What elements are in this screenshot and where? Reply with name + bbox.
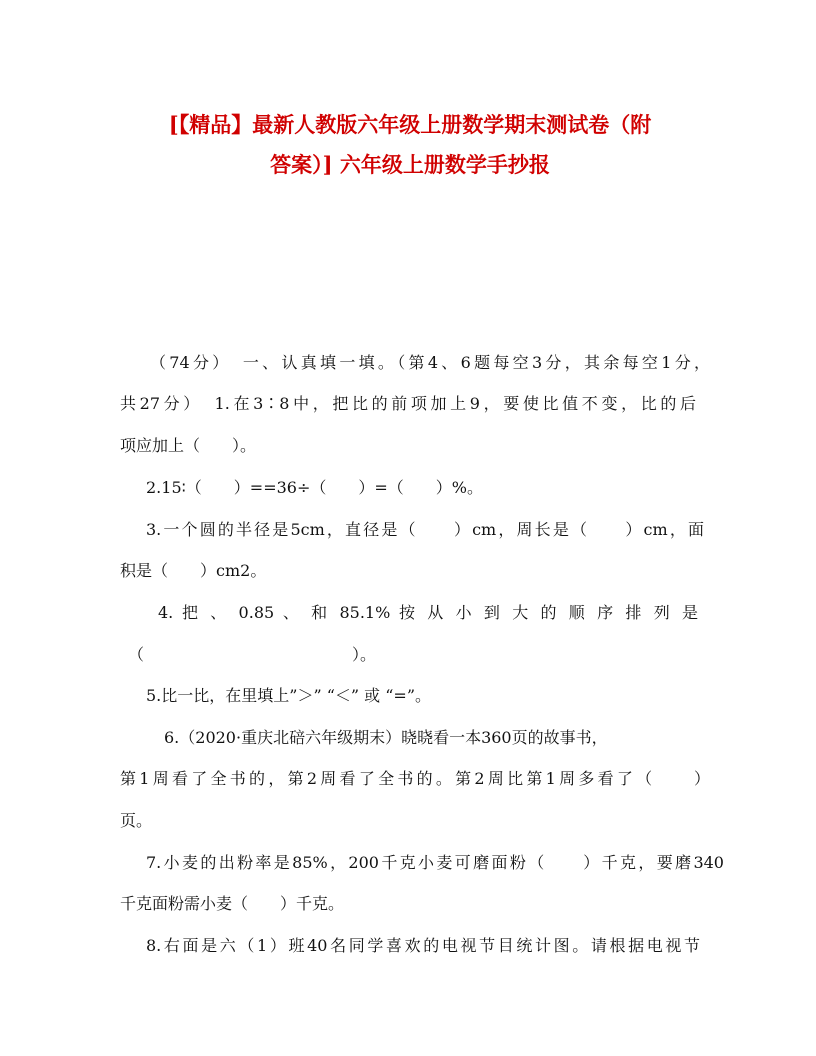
q3-line-1: 3.一个圆的半径是5cm，直径是（ ）cm，周长是（ ）cm，面 (146, 520, 704, 539)
q6-line-2: 第1周看了全书的，第2周看了全书的。第2周比第1周多看了（ ） (120, 769, 710, 788)
section-one-intro: （74分） 一、认真填一填。（第4、6题每空3分，其余每空1分， (150, 353, 710, 372)
q1-line-1: 共27分） 1.在3∶8中，把比的前项加上9，要使比值不变，比的后 (120, 394, 696, 413)
q1-line-2: 项应加上（ ）。 (120, 436, 257, 455)
q5-line: 5.比一比，在里填上”＞” “＜” 或 “=”。 (146, 686, 432, 705)
title-line-2: 答案）] 六年级上册数学手抄报 (270, 152, 550, 177)
title-line-1: [【精品】最新人教版六年级上册数学期末测试卷（附 (168, 112, 652, 137)
q8-line-1: 8.右面是六（1）班40名同学喜欢的电视节目统计图。请根据电视节 (146, 936, 700, 955)
q7-line-1: 7.小麦的出粉率是85%，200千克小麦可磨面粉（ ）千克，要磨340 (146, 853, 724, 872)
q2-line: 2.15∶（ ）==36÷（ ）=（ ）%。 (146, 478, 483, 497)
q3-line-2: 积是（ ）cm2。 (120, 561, 267, 580)
q6-line-3: 页。 (120, 811, 153, 830)
q7-line-2: 千克面粉需小麦（ ）千克。 (120, 894, 345, 913)
q4-line-1: 4. 把 、 0.85 、 和 85.1% 按 从 小 到 大 的 顺 序 排 列 是 (158, 603, 698, 622)
q4-line-2: （ ）。 (128, 645, 377, 664)
q6-line-1: 6.（2020·重庆北碚六年级期末）晓晓看一本360页的故事书， (164, 728, 608, 747)
